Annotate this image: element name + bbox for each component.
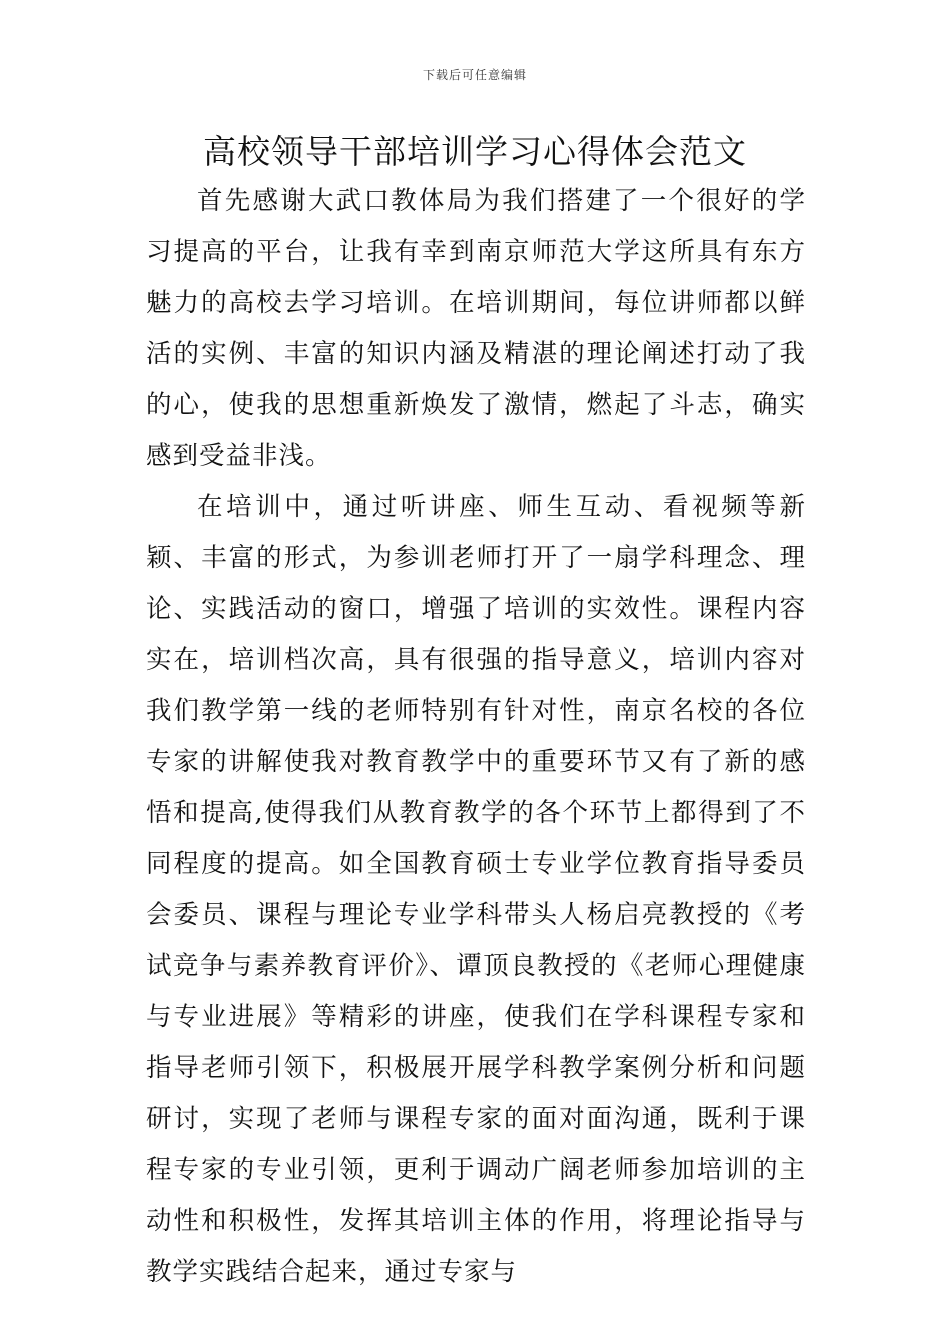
paragraph: 在培训中，通过听讲座、师生互动、看视频等新颖、丰富的形式，为参训老师打开了一扇学科理念、理论、实践活动的窗口，增强了培训的实效性。课程内容实在，培训档次高，具有很强的指导意义，培训内容对我们教学第一线的老师特别有针对性，南京名校的各位专家的讲解使我对教育教学中的重要环节又有了新的感悟和提高,使得我们从教育教学的各个环节上都得到了不同程度的提高。如全国教育硕士专业学位教育指导委员会委员、课程与理论专业学科带头人杨启亮教授的《考试竞争与素养教育评价》、谭顶良教授的《老师心理健康与专业进展》等精彩的讲座，使我们在学科课程专家和指导老师引领下，积极展开展学科教学案例分析和问题研讨，实现了老师与课程专家的面对面沟通，既利于课程专家的专业引领，更利于调动广阔老师参加培训的主动性和积极性，发挥其培训主体的作用，将理论指导与教学实践结合起来，通过专家与 [146,492,806,1287]
paragraph: 首先感谢大武口教体局为我们搭建了一个很好的学习提高的平台，让我有幸到南京师范大学这所具有东方魅力的高校去学习培训。在培训期间，每位讲师都以鲜活的实例、丰富的知识内涵及精湛的理论阐述打动了我的心，使我的思想重新焕发了激情，燃起了斗志，确实感到受益非浅。 [146,186,806,471]
document-title: 高校领导干部培训学习心得体会范文 [203,132,747,171]
header-note: 下载后可任意编辑 [422,68,527,82]
document-body [146,176,806,1298]
